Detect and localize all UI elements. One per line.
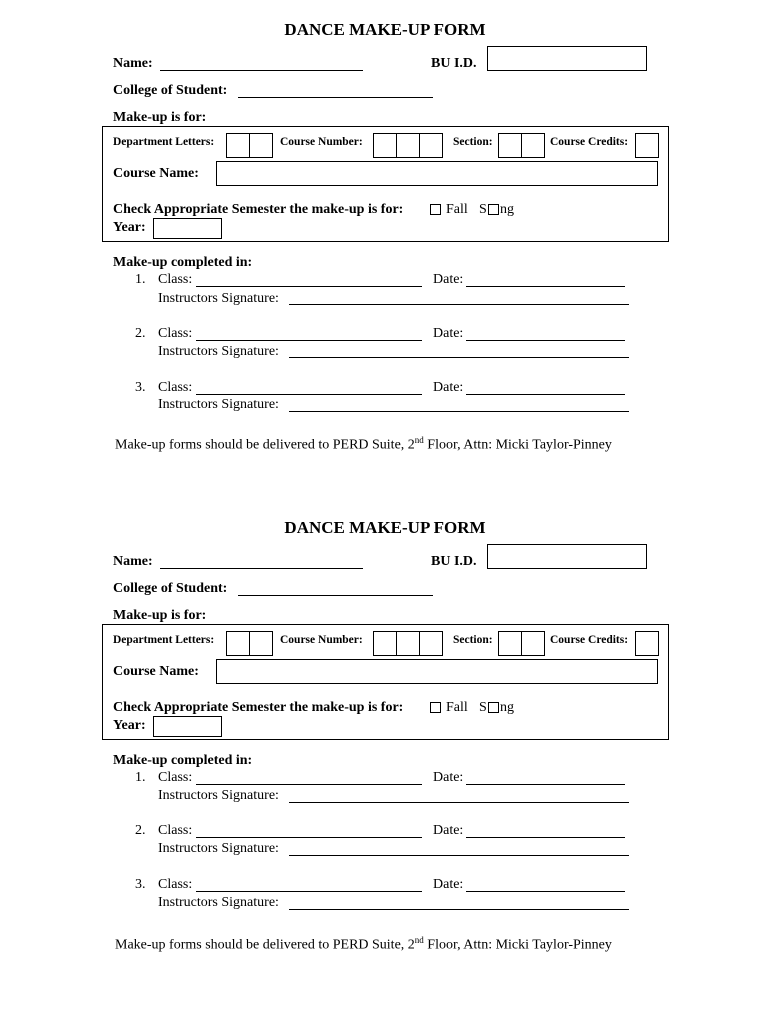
course-credits-label: Course Credits:: [550, 136, 629, 148]
spring-checkbox[interactable]: [488, 702, 499, 713]
entry-number: 3.: [135, 380, 146, 395]
signature-field[interactable]: [289, 909, 629, 910]
course-number-box-3[interactable]: [419, 631, 443, 656]
form-title: DANCE MAKE-UP FORM: [284, 20, 486, 39]
class-label: Class:: [158, 770, 193, 785]
signature-label: Instructors Signature:: [158, 895, 279, 910]
dept-letter-box-1[interactable]: [226, 631, 250, 656]
course-number-box-3[interactable]: [419, 133, 443, 158]
buid-label: BU I.D.: [431, 56, 477, 71]
class-field[interactable]: [196, 784, 422, 785]
date-field[interactable]: [466, 837, 625, 838]
date-field[interactable]: [466, 286, 625, 287]
year-label: Year:: [113, 718, 146, 733]
signature-label: Instructors Signature:: [158, 397, 279, 412]
course-name-label: Course Name:: [113, 664, 199, 679]
date-label: Date:: [433, 326, 464, 341]
course-number-label: Course Number:: [280, 136, 363, 148]
year-label: Year:: [113, 220, 146, 235]
course-credits-box[interactable]: [635, 631, 659, 656]
dept-letter-box-2[interactable]: [249, 133, 273, 158]
section-box-2[interactable]: [521, 133, 545, 158]
course-credits-label: Course Credits:: [550, 634, 629, 646]
signature-label: Instructors Signature:: [158, 788, 279, 803]
course-name-label: Course Name:: [113, 166, 199, 181]
signature-label: Instructors Signature:: [158, 344, 279, 359]
signature-field[interactable]: [289, 855, 629, 856]
course-number-box-2[interactable]: [396, 133, 420, 158]
entry-number: 3.: [135, 877, 146, 892]
class-label: Class:: [158, 823, 193, 838]
signature-field[interactable]: [289, 357, 629, 358]
completed-label: Make-up completed in:: [113, 753, 253, 768]
date-label: Date:: [433, 770, 464, 785]
date-field[interactable]: [466, 891, 625, 892]
date-label: Date:: [433, 877, 464, 892]
makeup-for-label: Make-up is for:: [113, 110, 207, 125]
class-label: Class:: [158, 877, 193, 892]
class-label: Class:: [158, 380, 193, 395]
dept-letters-label: Department Letters:: [113, 634, 215, 646]
course-credits-box[interactable]: [635, 133, 659, 158]
section-label: Section:: [453, 634, 493, 646]
course-number-box-1[interactable]: [373, 133, 397, 158]
delivery-note: Make-up forms should be delivered to PERD Suite, 2nd Floor, Attn: Micki Taylor-Pinney: [115, 435, 612, 453]
section-label: Section:: [453, 136, 493, 148]
entry-number: 1.: [135, 770, 146, 785]
makeup-form-1: [0, 0, 770, 500]
year-field[interactable]: [153, 716, 222, 737]
makeup-form-2: [0, 498, 770, 998]
date-label: Date:: [433, 272, 464, 287]
section-box-1[interactable]: [498, 631, 522, 656]
entry-number: 2.: [135, 326, 146, 341]
fall-label: Fall: [446, 700, 468, 715]
section-box-2[interactable]: [521, 631, 545, 656]
makeup-for-label: Make-up is for:: [113, 608, 207, 623]
signature-field[interactable]: [289, 304, 629, 305]
buid-field[interactable]: [487, 46, 647, 71]
date-label: Date:: [433, 380, 464, 395]
class-field[interactable]: [196, 837, 422, 838]
name-field[interactable]: [160, 568, 363, 569]
fall-label: Fall: [446, 202, 468, 217]
class-label: Class:: [158, 326, 193, 341]
name-label: Name:: [113, 56, 153, 71]
course-number-box-2[interactable]: [396, 631, 420, 656]
signature-label: Instructors Signature:: [158, 841, 279, 856]
entry-number: 1.: [135, 272, 146, 287]
dept-letter-box-2[interactable]: [249, 631, 273, 656]
form-title: DANCE MAKE-UP FORM: [284, 518, 486, 537]
spring-label-right: ng: [500, 700, 514, 715]
entry-number: 2.: [135, 823, 146, 838]
semester-label: Check Appropriate Semester the make-up is for:: [113, 202, 404, 217]
college-field[interactable]: [238, 97, 433, 98]
section-box-1[interactable]: [498, 133, 522, 158]
course-number-box-1[interactable]: [373, 631, 397, 656]
college-field[interactable]: [238, 595, 433, 596]
course-info-frame: [102, 624, 669, 740]
signature-field[interactable]: [289, 411, 629, 412]
date-field[interactable]: [466, 340, 625, 341]
spring-label-left: S: [479, 700, 487, 715]
delivery-note: Make-up forms should be delivered to PERD Suite, 2nd Floor, Attn: Micki Taylor-Pinney: [115, 935, 612, 953]
name-label: Name:: [113, 554, 153, 569]
dept-letter-box-1[interactable]: [226, 133, 250, 158]
course-name-field[interactable]: [216, 659, 658, 684]
class-label: Class:: [158, 272, 193, 287]
semester-label: Check Appropriate Semester the make-up is for:: [113, 700, 404, 715]
name-field[interactable]: [160, 70, 363, 71]
buid-field[interactable]: [487, 544, 647, 569]
signature-field[interactable]: [289, 802, 629, 803]
fall-checkbox[interactable]: [430, 204, 441, 215]
buid-label: BU I.D.: [431, 554, 477, 569]
college-label: College of Student:: [113, 581, 228, 596]
class-field[interactable]: [196, 394, 422, 395]
signature-label: Instructors Signature:: [158, 291, 279, 306]
year-field[interactable]: [153, 218, 222, 239]
class-field[interactable]: [196, 340, 422, 341]
spring-label-right: ng: [500, 202, 514, 217]
course-info-frame: [102, 126, 669, 242]
spring-label-left: S: [479, 202, 487, 217]
spring-checkbox[interactable]: [488, 204, 499, 215]
class-field[interactable]: [196, 286, 422, 287]
date-field[interactable]: [466, 784, 625, 785]
course-name-field[interactable]: [216, 161, 658, 186]
fall-checkbox[interactable]: [430, 702, 441, 713]
completed-label: Make-up completed in:: [113, 255, 253, 270]
date-field[interactable]: [466, 394, 625, 395]
dept-letters-label: Department Letters:: [113, 136, 215, 148]
class-field[interactable]: [196, 891, 422, 892]
college-label: College of Student:: [113, 83, 228, 98]
course-number-label: Course Number:: [280, 634, 363, 646]
date-label: Date:: [433, 823, 464, 838]
